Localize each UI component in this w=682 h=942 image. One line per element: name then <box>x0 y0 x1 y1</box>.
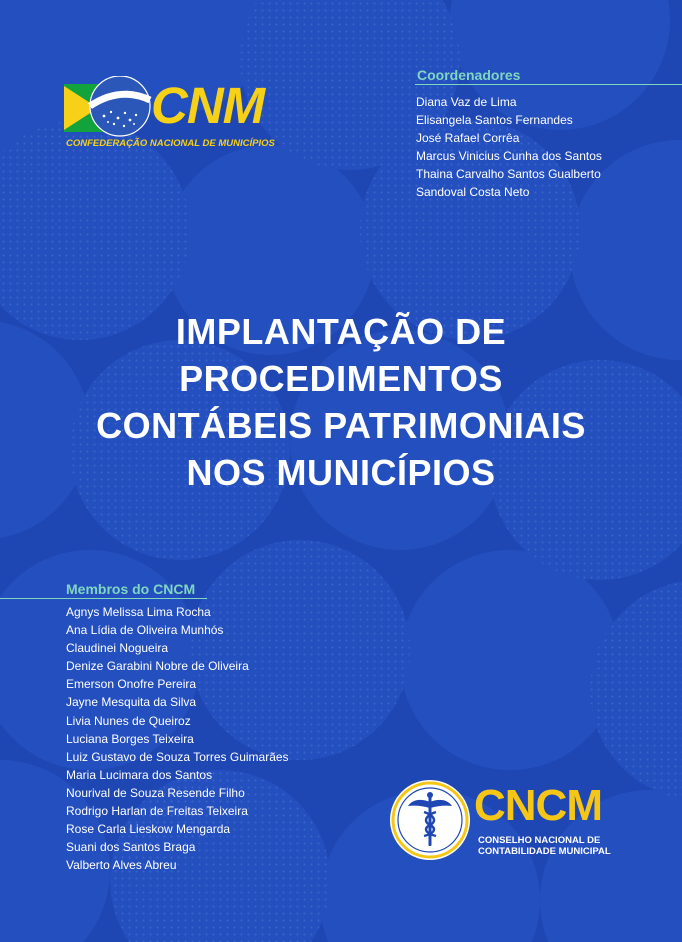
coordenador-name: Thaina Carvalho Santos Gualberto <box>416 167 601 182</box>
coordenadores-list <box>416 93 602 202</box>
title-line: CONTÁBEIS PATRIMONIAIS <box>96 405 586 446</box>
membro-name: Emerson Onofre Pereira <box>66 677 197 692</box>
membros-list <box>66 603 289 874</box>
document-title <box>20 308 662 496</box>
coordenador-name: Sandoval Costa Neto <box>416 185 530 200</box>
membros-divider <box>0 598 207 599</box>
cncm-logo-letters: CNCM <box>474 781 602 830</box>
title-line: NOS MUNICÍPIOS <box>186 452 496 493</box>
coordenador-name: Elisangela Santos Fernandes <box>416 113 573 128</box>
membro-name: Rose Carla Lieskow Mengarda <box>66 822 231 837</box>
membro-name: Suani dos Santos Braga <box>66 840 196 855</box>
cncm-logo <box>388 778 628 868</box>
title-line: PROCEDIMENTOS <box>179 358 503 399</box>
membros-heading: Membros do CNCM <box>66 581 196 597</box>
membro-name: Valberto Alves Abreu <box>66 858 177 873</box>
title-line: IMPLANTAÇÃO DE <box>175 311 507 352</box>
membro-name: Claudinei Nogueira <box>66 641 169 656</box>
membro-name: Jayne Mesquita da Silva <box>66 695 197 710</box>
caduceus-icon <box>388 778 472 862</box>
cncm-subtitle-line: CONSELHO NACIONAL DE <box>478 835 601 846</box>
coordenador-name: Marcus Vinicius Cunha dos Santos <box>416 149 602 164</box>
membro-name: Maria Lucimara dos Santos <box>66 767 213 782</box>
membro-name: Rodrigo Harlan de Freitas Teixeira <box>66 804 248 819</box>
coordenadores-divider <box>415 84 682 85</box>
coordenador-name: José Rafael Corrêa <box>416 131 520 146</box>
cncm-subtitle-line: CONTABILIDADE MUNICIPAL <box>478 846 611 857</box>
membro-name: Agnys Melissa Lima Rocha <box>66 605 211 619</box>
membro-name: Luciana Borges Teixeira <box>66 731 194 746</box>
coordenadores-heading: Coordenadores <box>417 67 521 83</box>
cncm-logo-subtitle <box>478 835 611 857</box>
membro-name: Livia Nunes de Queiroz <box>66 713 191 728</box>
membro-name: Denize Garabini Nobre de Oliveira <box>66 659 249 674</box>
coordenador-name: Diana Vaz de Lima <box>416 95 517 109</box>
cnm-logo <box>64 66 275 152</box>
membro-name: Nourival de Souza Resende Filho <box>66 785 245 800</box>
brazil-flag-globe-icon <box>64 76 152 140</box>
membro-name: Ana Lídia de Oliveira Munhós <box>66 623 224 638</box>
cnm-logo-letters: CNM <box>151 77 265 134</box>
membro-name: Luiz Gustavo de Souza Torres Guimarães <box>66 749 289 764</box>
cnm-logo-subtitle: CONFEDERAÇÃO NACIONAL DE MUNICÍPIOS <box>66 138 275 149</box>
